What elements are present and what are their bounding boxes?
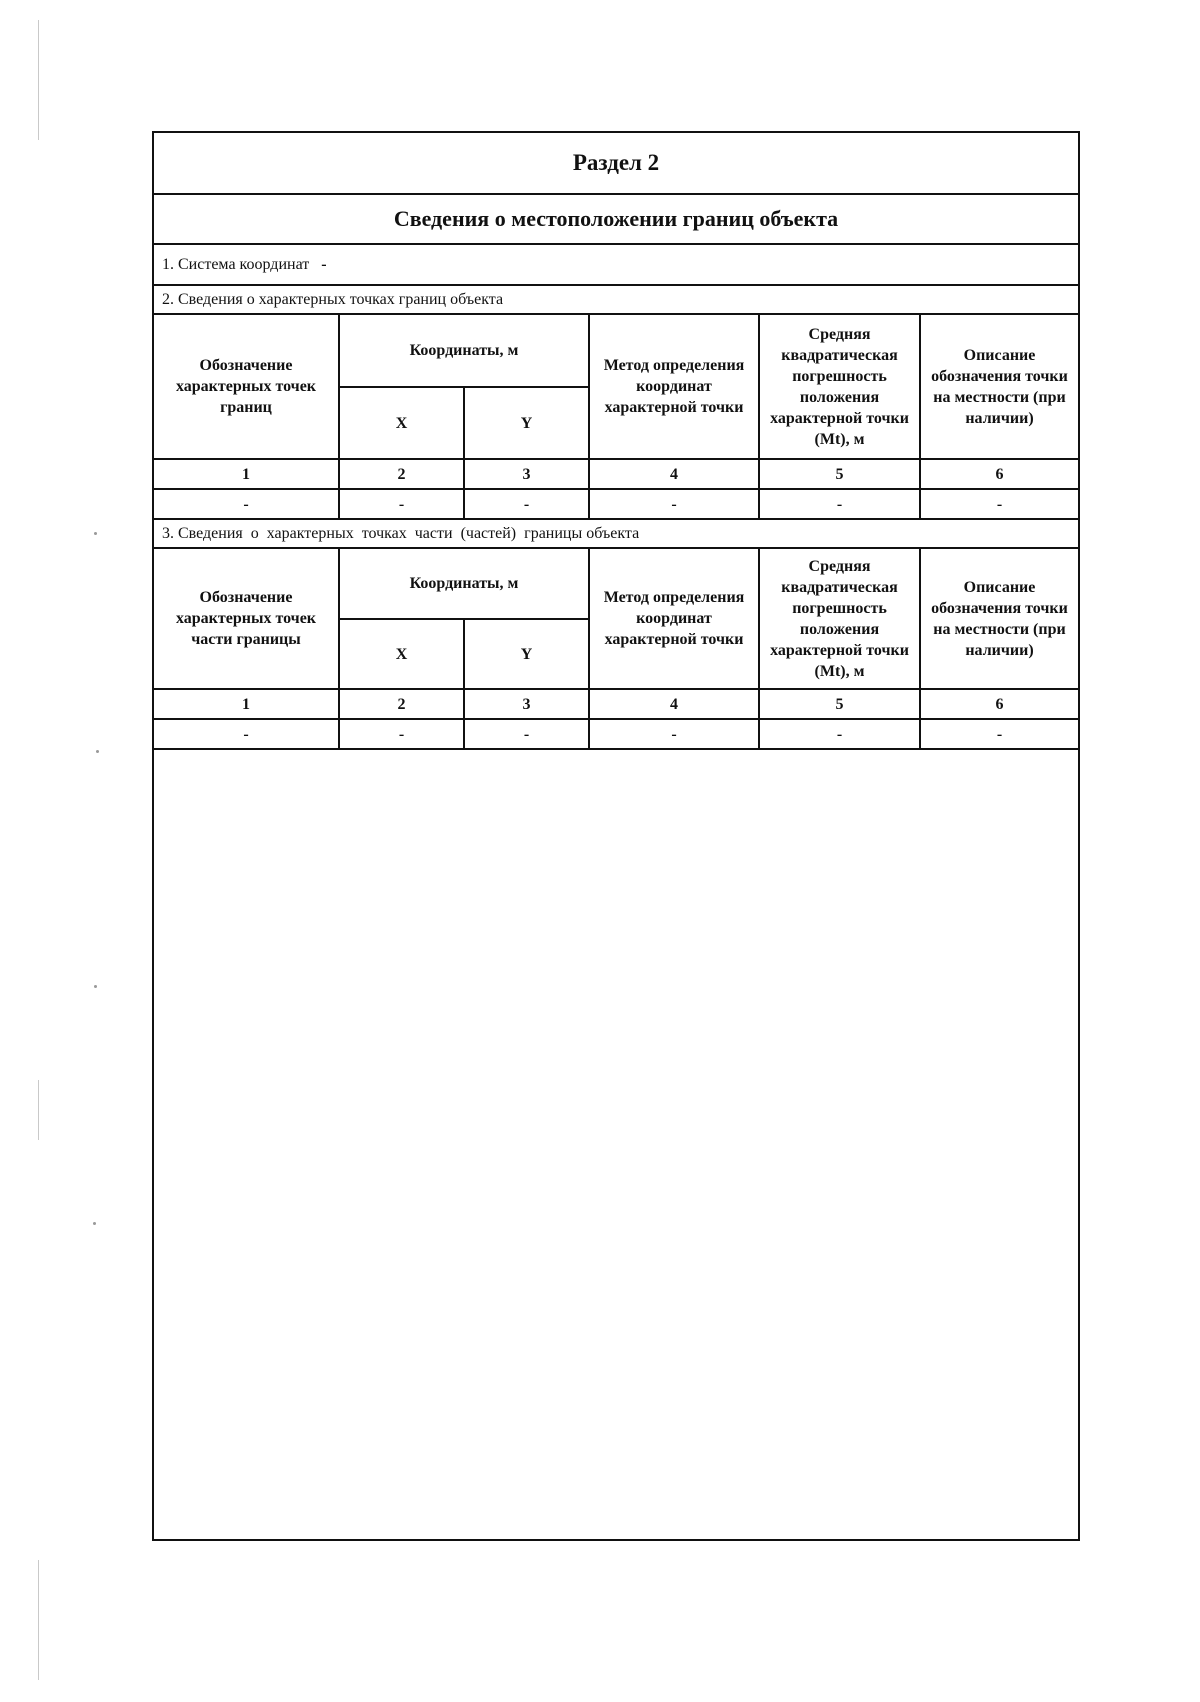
column-number: 3 (464, 689, 589, 719)
header-error: Средняя квадратическая погрешность положения характерной точки (Mt), м (759, 315, 920, 459)
table-row (154, 719, 1078, 749)
section-title: Раздел 2 (154, 133, 1078, 195)
column-number: 2 (339, 459, 464, 489)
column-number: 4 (589, 459, 759, 489)
column-number: 2 (339, 689, 464, 719)
table1-caption: 2. Сведения о характерных точках границ объекта (154, 286, 1078, 315)
boundary-part-points-table (154, 549, 1078, 750)
header-description: Описание обозначения точки на местности (при наличии) (920, 315, 1078, 459)
column-number: 4 (589, 689, 759, 719)
column-number: 3 (464, 459, 589, 489)
header-y: Y (464, 387, 589, 459)
boundary-points-table (154, 315, 1078, 520)
header-error: Средняя квадратическая погрешность положения характерной точки (Mt), м (759, 549, 920, 689)
table-cell: - (339, 719, 464, 749)
scan-margin-line (38, 1080, 39, 1140)
document-frame (152, 131, 1080, 1541)
column-number: 1 (154, 459, 339, 489)
table-cell: - (339, 489, 464, 519)
coordinate-system-line (154, 245, 1078, 286)
header-method: Метод определения координат характерной точки (589, 549, 759, 689)
header-x: X (339, 619, 464, 689)
header-y: Y (464, 619, 589, 689)
scan-margin-line (38, 1560, 39, 1680)
table-cell: - (464, 489, 589, 519)
table-cell: - (154, 489, 339, 519)
column-number: 1 (154, 689, 339, 719)
scan-margin-line (38, 20, 39, 140)
scan-speck (94, 985, 97, 988)
table-cell: - (589, 719, 759, 749)
table-cell: - (759, 489, 920, 519)
column-number: 6 (920, 689, 1078, 719)
scan-speck (93, 1222, 96, 1225)
header-method: Метод определения координат характерной точки (589, 315, 759, 459)
column-number: 5 (759, 459, 920, 489)
header-coordinates: Координаты, м (339, 549, 589, 619)
table-cell: - (920, 489, 1078, 519)
table-cell: - (154, 719, 339, 749)
table-cell: - (920, 719, 1078, 749)
table-cell: - (759, 719, 920, 749)
header-description: Описание обозначения точки на местности (при наличии) (920, 549, 1078, 689)
column-number: 5 (759, 689, 920, 719)
table-cell: - (589, 489, 759, 519)
header-designation: Обозначение характерных точек части границы (154, 549, 339, 689)
table-row (154, 489, 1078, 519)
coordinate-system-value: - (321, 255, 327, 273)
header-x: X (339, 387, 464, 459)
section-subtitle: Сведения о местоположении границ объекта (154, 195, 1078, 245)
table-cell: - (464, 719, 589, 749)
scan-speck (94, 532, 97, 535)
column-number: 6 (920, 459, 1078, 489)
scan-speck (96, 750, 99, 753)
table2-caption: 3. Сведения о характерных точках части (частей) границы объекта (154, 520, 1078, 549)
coordinate-system-label: 1. Система координат (162, 255, 310, 273)
header-designation: Обозначение характерных точек границ (154, 315, 339, 459)
header-coordinates: Координаты, м (339, 315, 589, 387)
